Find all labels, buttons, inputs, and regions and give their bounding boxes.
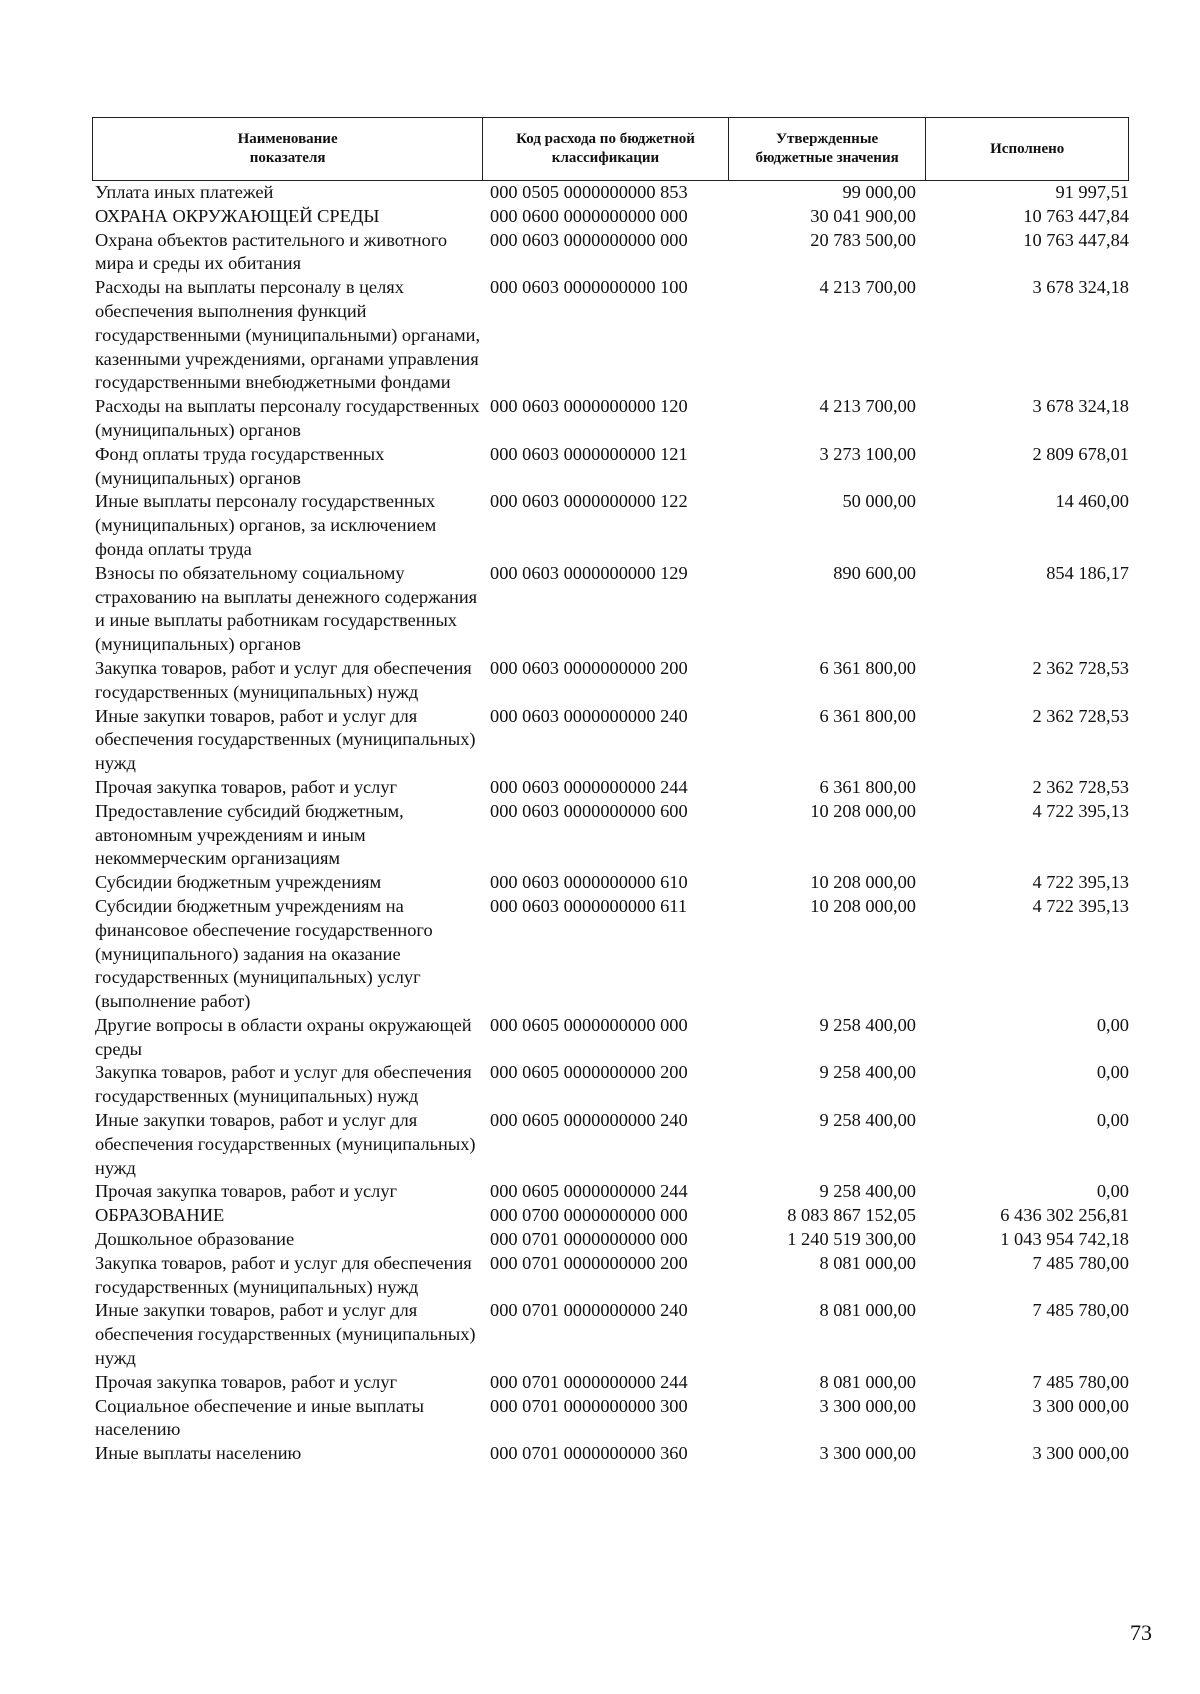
row-executed: 3 300 000,00 — [1032, 1443, 1129, 1464]
table-row — [92, 205, 1129, 229]
row-name: Другие вопросы в области охраны окружающей среды — [95, 1014, 472, 1059]
row-approved: 9 258 400,00 — [819, 1110, 916, 1131]
row-name: Иные выплаты персоналу государственных (муниципальных) органов, за исключением фонда оплаты труда — [95, 491, 437, 559]
row-code: 000 0505 0000000000 853 — [490, 182, 688, 202]
row-executed: 7 485 780,00 — [1032, 1300, 1129, 1321]
row-approved: 3 273 100,00 — [819, 443, 916, 464]
row-name: Субсидии бюджетным учреждениям — [95, 872, 382, 893]
row-name: Фонд оплаты труда государственных (муниципальных) органов — [95, 443, 385, 488]
table-row — [92, 443, 1129, 491]
row-name: Закупка товаров, работ и услуг для обеспечения государственных (муниципальных) нужд — [95, 1252, 472, 1297]
table-row — [92, 1204, 1129, 1228]
row-code: 000 0605 0000000000 244 — [490, 1181, 688, 1202]
row-executed: 4 722 395,13 — [1032, 800, 1129, 821]
row-code: 000 0603 0000000000 244 — [490, 776, 688, 797]
table-row — [92, 1252, 1129, 1300]
row-name: Иные закупки товаров, работ и услуг для обеспечения государственных (муниципальных) нужд — [95, 705, 476, 774]
row-name: ОХРАНА ОКРУЖАЮЩЕЙ СРЕДЫ — [95, 205, 380, 226]
row-executed: 7 485 780,00 — [1032, 1252, 1129, 1273]
table-row — [92, 1061, 1129, 1109]
row-name: Социальное обеспечение и иные выплаты населению — [95, 1395, 424, 1440]
header-approved: Утвержденные бюджетные значения — [728, 118, 926, 180]
table-row — [92, 490, 1129, 561]
row-executed: 0,00 — [1096, 1062, 1129, 1083]
row-approved: 8 083 867 152,05 — [787, 1205, 916, 1226]
table-row — [92, 395, 1129, 443]
row-executed: 3 678 324,18 — [1032, 277, 1129, 298]
row-approved: 8 081 000,00 — [819, 1300, 916, 1321]
row-executed: 3 678 324,18 — [1032, 396, 1129, 417]
table-row — [92, 181, 1129, 205]
table-row — [92, 657, 1129, 705]
row-name: Взносы по обязательному социальному страхованию на выплаты денежного содержания и иные выплаты работникам государственных (муниципальных) органов — [95, 562, 478, 655]
row-executed: 6 436 302 256,81 — [1000, 1205, 1129, 1226]
row-name: Иные выплаты населению — [95, 1443, 302, 1464]
table-row — [92, 1180, 1129, 1204]
row-approved: 8 081 000,00 — [819, 1252, 916, 1273]
row-code: 000 0605 0000000000 200 — [490, 1062, 688, 1083]
row-code: 000 0603 0000000000 610 — [490, 872, 688, 893]
row-approved: 1 240 519 300,00 — [787, 1229, 916, 1250]
row-executed: 7 485 780,00 — [1032, 1371, 1129, 1392]
row-name: Дошкольное образование — [95, 1229, 295, 1250]
table-row — [92, 1442, 1129, 1466]
row-executed: 2 362 728,53 — [1032, 705, 1129, 726]
row-name: Уплата иных платежей — [95, 182, 274, 202]
row-name: Закупка товаров, работ и услуг для обеспечения государственных (муниципальных) нужд — [95, 1062, 472, 1107]
table-header — [92, 117, 1129, 181]
row-code: 000 0605 0000000000 000 — [490, 1014, 688, 1035]
row-code: 000 0603 0000000000 100 — [490, 277, 688, 298]
row-approved: 9 258 400,00 — [819, 1014, 916, 1035]
row-code: 000 0600 0000000000 000 — [490, 205, 688, 226]
table-row — [92, 800, 1129, 871]
row-executed: 10 763 447,84 — [1023, 229, 1129, 250]
header-executed: Исполнено — [925, 118, 1128, 180]
row-approved: 9 258 400,00 — [819, 1062, 916, 1083]
row-code: 000 0701 0000000000 360 — [490, 1443, 688, 1464]
table-row — [92, 276, 1129, 395]
row-code: 000 0603 0000000000 611 — [490, 895, 688, 916]
row-code: 000 0603 0000000000 000 — [490, 229, 688, 250]
row-code: 000 0605 0000000000 240 — [490, 1110, 688, 1131]
row-code: 000 0701 0000000000 200 — [490, 1252, 688, 1273]
row-approved: 20 783 500,00 — [810, 229, 916, 250]
row-approved: 99 000,00 — [842, 182, 916, 202]
row-code: 000 0603 0000000000 122 — [490, 491, 688, 512]
table-row — [92, 1014, 1129, 1062]
row-name: Иные закупки товаров, работ и услуг для обеспечения государственных (муниципальных) нужд — [95, 1110, 476, 1178]
row-executed: 10 763 447,84 — [1023, 205, 1129, 226]
table-row — [92, 562, 1129, 657]
row-code: 000 0603 0000000000 600 — [490, 800, 688, 821]
row-executed: 1 043 954 742,18 — [1000, 1229, 1129, 1250]
row-name: Прочая закупка товаров, работ и услуг — [95, 1181, 398, 1202]
row-name: Расходы на выплаты персоналу в целях обеспечения выполнения функций государственными (муниципальными) органами, казенными учреждениями, органами управления государственными внебюджетными фондами — [95, 277, 481, 393]
header-code: Код расхода по бюджетной классификации — [482, 118, 728, 180]
row-executed: 0,00 — [1096, 1110, 1129, 1131]
row-executed: 4 722 395,13 — [1032, 872, 1129, 893]
row-approved: 10 208 000,00 — [810, 895, 916, 916]
row-name: ОБРАЗОВАНИЕ — [95, 1205, 225, 1226]
row-name: Закупка товаров, работ и услуг для обеспечения государственных (муниципальных) нужд — [95, 657, 472, 702]
row-approved: 50 000,00 — [842, 491, 916, 512]
row-approved: 3 300 000,00 — [819, 1395, 916, 1416]
row-name: Охрана объектов растительного и животного мира и среды их обитания — [95, 229, 448, 274]
table-row — [92, 871, 1129, 895]
row-code: 000 0603 0000000000 200 — [490, 657, 688, 678]
row-executed: 91 997,51 — [1055, 182, 1129, 202]
row-approved: 8 081 000,00 — [819, 1371, 916, 1392]
table-row — [92, 1299, 1129, 1370]
row-approved: 9 258 400,00 — [819, 1181, 916, 1202]
row-approved: 890 600,00 — [833, 562, 916, 583]
row-code: 000 0603 0000000000 120 — [490, 396, 688, 417]
row-code: 000 0701 0000000000 000 — [490, 1229, 688, 1250]
row-name: Предоставление субсидий бюджетным, автономным учреждениям и иным некоммерческим организациям — [95, 800, 404, 869]
table-row — [92, 1228, 1129, 1252]
table-row — [92, 1109, 1129, 1180]
row-approved: 6 361 800,00 — [819, 705, 916, 726]
row-code: 000 0603 0000000000 240 — [490, 705, 688, 726]
row-code: 000 0700 0000000000 000 — [490, 1205, 688, 1226]
row-name: Расходы на выплаты персоналу государственных (муниципальных) органов — [95, 396, 480, 440]
row-name: Субсидии бюджетным учреждениям на финансовое обеспечение государственного (муниципального) задания на оказание государственных (муниципальных) услуг (выполнение работ) — [95, 895, 433, 1012]
table-row — [92, 1395, 1129, 1443]
row-name: Прочая закупка товаров, работ и услуг — [95, 1371, 398, 1392]
row-executed: 3 300 000,00 — [1032, 1395, 1129, 1416]
row-approved: 4 213 700,00 — [819, 277, 916, 298]
row-executed: 4 722 395,13 — [1032, 895, 1129, 916]
row-executed: 14 460,00 — [1055, 491, 1129, 512]
row-name: Прочая закупка товаров, работ и услуг — [95, 776, 398, 797]
row-approved: 6 361 800,00 — [819, 776, 916, 797]
row-code: 000 0701 0000000000 240 — [490, 1300, 688, 1321]
row-code: 000 0603 0000000000 129 — [490, 562, 688, 583]
row-executed: 0,00 — [1096, 1014, 1129, 1035]
row-code: 000 0603 0000000000 121 — [490, 443, 688, 464]
table-row — [92, 705, 1129, 776]
row-executed: 2 809 678,01 — [1032, 443, 1129, 464]
table-row — [92, 895, 1129, 1014]
row-approved: 4 213 700,00 — [819, 396, 916, 417]
row-executed: 0,00 — [1096, 1181, 1129, 1202]
row-code: 000 0701 0000000000 300 — [490, 1395, 688, 1416]
row-executed: 854 186,17 — [1046, 562, 1129, 583]
row-approved: 3 300 000,00 — [819, 1443, 916, 1464]
table-row — [92, 229, 1129, 277]
row-approved: 30 041 900,00 — [810, 205, 916, 226]
row-executed: 2 362 728,53 — [1032, 657, 1129, 678]
table-row — [92, 776, 1129, 800]
budget-table — [92, 117, 1129, 1466]
header-name: Наименование показателя — [237, 131, 338, 166]
row-approved: 10 208 000,00 — [810, 872, 916, 893]
row-approved: 10 208 000,00 — [810, 800, 916, 821]
table-row — [92, 1371, 1129, 1395]
row-name: Иные закупки товаров, работ и услуг для обеспечения государственных (муниципальных) нужд — [95, 1300, 476, 1369]
page-number: 73 — [1130, 1620, 1152, 1645]
row-executed: 2 362 728,53 — [1032, 776, 1129, 797]
table-body — [92, 181, 1129, 1466]
row-code: 000 0701 0000000000 244 — [490, 1371, 688, 1392]
row-approved: 6 361 800,00 — [819, 657, 916, 678]
